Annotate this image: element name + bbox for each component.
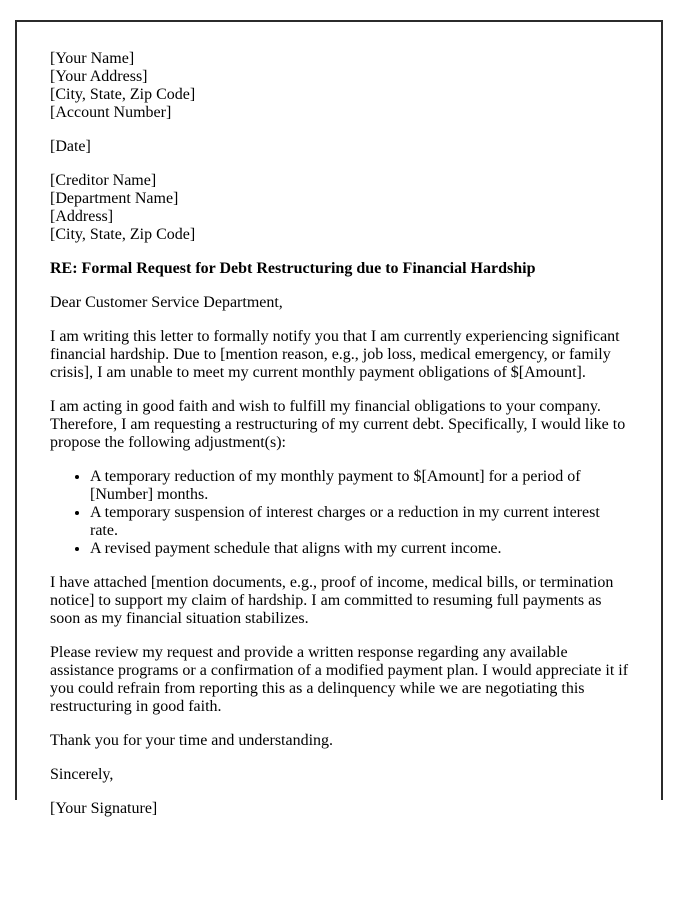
- paragraph-thanks: Thank you for your time and understanding.: [50, 732, 334, 749]
- letter-page: [15, 20, 663, 817]
- sender-city-state-zip: [City, State, Zip Code]: [50, 86, 196, 103]
- sender-block: [50, 50, 631, 122]
- sender-address: [Your Address]: [50, 68, 148, 85]
- paragraph-request: I am acting in good faith and wish to fulfill my financial obligations to your company. Therefore, I am requesting a restructuring of my current debt. Specifically, I would like to propose the following adjustment(s):: [50, 398, 626, 451]
- recipient-city-state-zip: [City, State, Zip Code]: [50, 226, 196, 243]
- closing: Sincerely,: [50, 766, 114, 783]
- adjustment-item-payment-reduction: • A temporary reduction of my monthly payment to $[Amount] for a period of [Number] months.: [90, 468, 631, 504]
- sender-account-number: [Account Number]: [50, 104, 172, 121]
- recipient-block: [50, 172, 631, 244]
- paragraph-attachments: I have attached [mention documents, e.g., proof of income, medical bills, or termination notice] to support my claim of hardship. I am committed to resuming full payments as soon as my financial situation stabilizes.: [50, 574, 614, 627]
- subject-line: RE: Formal Request for Debt Restructuring due to Financial Hardship: [50, 260, 536, 277]
- recipient-creditor-name: [Creditor Name]: [50, 172, 157, 189]
- paragraph-review-request: Please review my request and provide a written response regarding any available assistance programs or a confirmation of a modified payment plan. I would appreciate it if you could refrain from reporting this as a delinquency while we are negotiating this restructuring in good faith.: [50, 644, 629, 715]
- recipient-department-name: [Department Name]: [50, 190, 179, 207]
- paragraph-intro: I am writing this letter to formally notify you that I am currently experiencing significant financial hardship. Due to [mention reason, e.g., job loss, medical emergency, or family crisis], I am unable to meet my current monthly payment obligations of $[Amount].: [50, 328, 620, 381]
- adjustment-item-revised-schedule: • A revised payment schedule that aligns with my current income.: [90, 540, 631, 558]
- sender-name: [Your Name]: [50, 50, 135, 67]
- date-line: [Date]: [50, 138, 91, 155]
- signature-placeholder: [Your Signature]: [50, 800, 158, 817]
- adjustment-item-interest-suspension: • A temporary suspension of interest charges or a reduction in my current interest rate.: [90, 504, 631, 540]
- salutation: Dear Customer Service Department,: [50, 294, 283, 311]
- adjustments-list: [50, 468, 631, 558]
- recipient-address: [Address]: [50, 208, 114, 225]
